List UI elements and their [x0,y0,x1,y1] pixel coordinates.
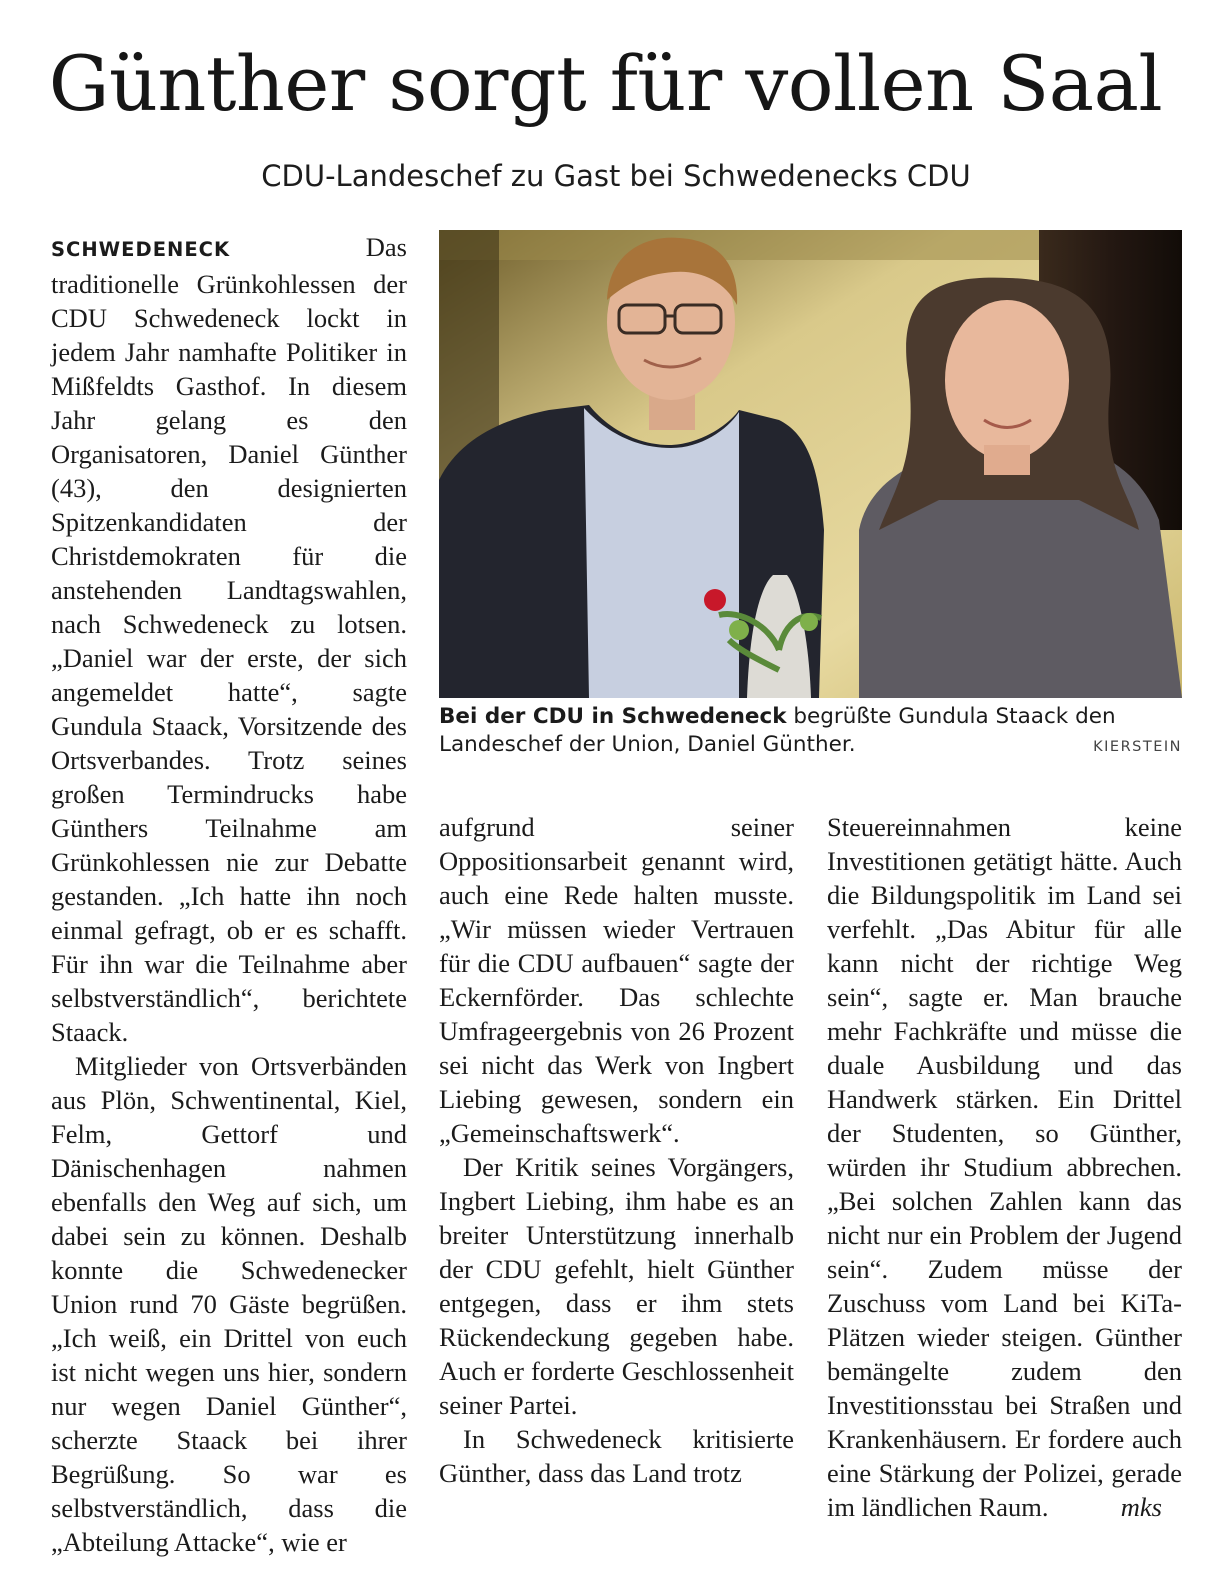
article-column-1 [51,230,407,1559]
dateline: SCHWEDENECK [51,238,231,261]
paragraph: Der Kritik seines Vorgängers, Ingbert Liebing, ihm habe es an breiter Unterstützung innerhalb der CDU gefehlt, hielt Günther entgegen, dass er ihm stets Rückendeckung gegeben habe. Auch er forderte Geschlossenheit seiner Partei. [439,1152,794,1420]
paragraph: In Schwedeneck kritisierte Günther, dass das Land trotz [439,1424,794,1488]
article-column-2 [439,810,794,1490]
photo-caption [439,703,1182,759]
paragraph [827,810,1182,1524]
article-photo [439,230,1182,698]
photo-credit: KIERSTEIN [1093,739,1182,755]
woman-face [945,300,1069,460]
photo-illustration [439,230,1182,698]
paragraph-text: Steuereinnahmen keine Investitionen getätigt hätte. Auch die Bildungspolitik im Land sei verfehlt. „Das Abitur für alle kann nicht der richtige Weg sein“, sagte er. Man brauche mehr Fachkräfte und müsse die duale Ausbildung und das Handwerk stärken. Ein Drittel der Studenten, so Günther, würden ihr Studium abbrechen. „Bei solchen Zahlen kann das nicht nur ein Problem der Jugend sein“. Zudem müsse der Zuschuss vom Land bei KiTa-Plätzen wieder steigen. Günther bemängelte zudem den Investitionsstau bei Straßen und Krankenhäusern. Er fordere auch eine Stärkung der Polizei, gerade im ländlichen Raum. [827,812,1182,1522]
headline: Günther sorgt für vollen Saal [48,39,1163,128]
subheadline: CDU-Landeschef zu Gast bei Schwedenecks CDU [261,159,971,193]
paragraph: Mitglieder von Ortsverbänden aus Plön, Schwentinental, Kiel, Felm, Gettorf und Dänischenhagen nahmen ebenfalls den Weg auf sich, um dabei sein zu können. Deshalb konnte die Schwedenecker Union rund 70 Gäste begrüßen. „Ich weiß, ein Drittel von euch ist nicht wegen uns hier, sondern nur wegen Daniel Günther“, scherzte Staack bei ihrer Begrüßung. So war es selbstverständlich, dass die „Abteilung Attacke“, wie er [51,1051,407,1557]
article-column-3 [827,810,1182,1524]
paragraph-text: Das traditionelle Grünkohlessen der CDU Schwedeneck lockt in jedem Jahr namhafte Politiker in Mißfeldts Gasthof. In diesem Jahr gelang es den Organisatoren, Daniel Günther (43), den designierten Spitzenkandidaten der Christdemokraten für die anstehenden Landtagswahlen, nach Schwedeneck zu lotsen. „Daniel war der erste, der sich angemeldet hatte“, sagte Gundula Staack, Vorsitzende des Ortsverbandes. Trotz seines großen Termindrucks habe Günthers Teilnahme am Grünkohlessen nie zur Debatte gestanden. „Ich hatte ihn noch einmal gefragt, ob er es schafft. Für ihn war die Teilnahme aber selbstverständlich“, berichtete Staack. [51,232,407,1047]
paragraph: aufgrund seiner Oppositionsarbeit genannt wird, auch eine Rede halten musste. „Wir müssen wieder Vertrauen für die CDU aufbauen“ sagte der Eckernförder. Das schlechte Umfrageergebnis von 26 Prozent sei nicht das Werk von Ingbert Liebing gewesen, sondern ein „Gemeinschaftswerk“. [439,812,794,1148]
man-shirt [584,408,739,698]
caption-lead: Bei der CDU in Schwedeneck [439,704,787,729]
caption-text: begrüßte Gundula Staack den Landeschef der Union, Daniel Günther. [439,704,1116,757]
author-initials: mks [1120,1492,1162,1522]
rose [704,589,726,611]
paragraph [51,230,407,1049]
